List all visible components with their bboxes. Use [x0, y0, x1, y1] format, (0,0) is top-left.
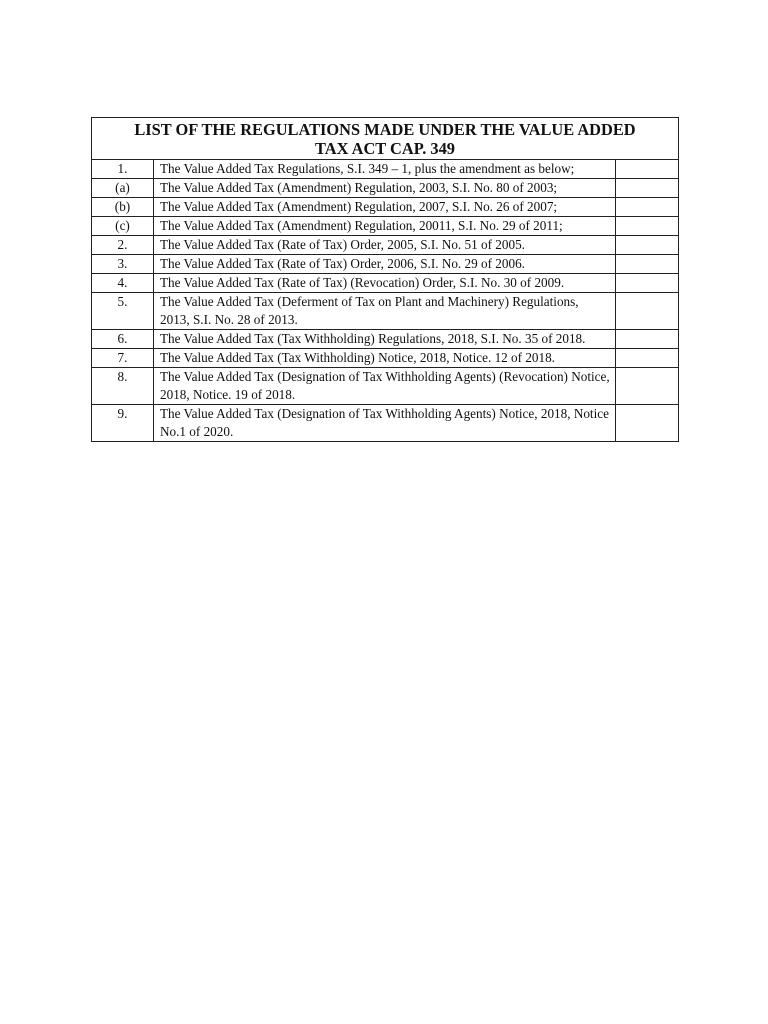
table-row — [92, 160, 679, 179]
row-blank-cell — [616, 198, 679, 217]
table-row — [92, 179, 679, 198]
table-row — [92, 349, 679, 368]
row-blank-cell — [616, 368, 679, 405]
row-text: The Value Added Tax Regulations, S.I. 349 – 1, plus the amendment as below; — [154, 160, 616, 179]
row-text: The Value Added Tax (Deferment of Tax on Plant and Machinery) Regulations, 2013, S.I. No. 28 of 2013. — [154, 293, 616, 330]
row-number: 6. — [92, 330, 154, 349]
row-number: 3. — [92, 255, 154, 274]
row-blank-cell — [616, 293, 679, 330]
row-text: The Value Added Tax (Rate of Tax) Order, 2005, S.I. No. 51 of 2005. — [154, 236, 616, 255]
row-number: 9. — [92, 405, 154, 442]
row-blank-cell — [616, 330, 679, 349]
row-number: 8. — [92, 368, 154, 405]
row-number: (a) — [92, 179, 154, 198]
table-row — [92, 217, 679, 236]
row-text: The Value Added Tax (Amendment) Regulation, 2007, S.I. No. 26 of 2007; — [154, 198, 616, 217]
table-title-line-2: TAX ACT CAP. 349 — [315, 139, 455, 158]
row-blank-cell — [616, 274, 679, 293]
row-number: 4. — [92, 274, 154, 293]
row-blank-cell — [616, 405, 679, 442]
row-number: 1. — [92, 160, 154, 179]
row-number: (b) — [92, 198, 154, 217]
row-text: The Value Added Tax (Amendment) Regulation, 2003, S.I. No. 80 of 2003; — [154, 179, 616, 198]
row-number: 2. — [92, 236, 154, 255]
table-row — [92, 255, 679, 274]
table-title-line-1: LIST OF THE REGULATIONS MADE UNDER THE VALUE ADDED — [134, 120, 636, 139]
table-row — [92, 293, 679, 330]
row-text: The Value Added Tax (Rate of Tax) (Revocation) Order, S.I. No. 30 of 2009. — [154, 274, 616, 293]
table-row — [92, 274, 679, 293]
row-blank-cell — [616, 179, 679, 198]
table-row — [92, 368, 679, 405]
row-blank-cell — [616, 217, 679, 236]
row-text: The Value Added Tax (Amendment) Regulation, 20011, S.I. No. 29 of 2011; — [154, 217, 616, 236]
row-number: 5. — [92, 293, 154, 330]
row-text: The Value Added Tax (Tax Withholding) Notice, 2018, Notice. 12 of 2018. — [154, 349, 616, 368]
regulations-table — [91, 117, 679, 442]
table-row — [92, 236, 679, 255]
row-number: (c) — [92, 217, 154, 236]
row-blank-cell — [616, 236, 679, 255]
row-text: The Value Added Tax (Designation of Tax Withholding Agents) Notice, 2018, Notice No.1 of 2020. — [154, 405, 616, 442]
table-row — [92, 198, 679, 217]
table-title-row — [92, 118, 679, 160]
table-row — [92, 330, 679, 349]
row-blank-cell — [616, 349, 679, 368]
row-text: The Value Added Tax (Rate of Tax) Order, 2006, S.I. No. 29 of 2006. — [154, 255, 616, 274]
row-text: The Value Added Tax (Designation of Tax Withholding Agents) (Revocation) Notice, 2018, Notice. 19 of 2018. — [154, 368, 616, 405]
row-text: The Value Added Tax (Tax Withholding) Regulations, 2018, S.I. No. 35 of 2018. — [154, 330, 616, 349]
row-blank-cell — [616, 255, 679, 274]
row-number: 7. — [92, 349, 154, 368]
row-blank-cell — [616, 160, 679, 179]
table-row — [92, 405, 679, 442]
table-title — [92, 118, 679, 160]
